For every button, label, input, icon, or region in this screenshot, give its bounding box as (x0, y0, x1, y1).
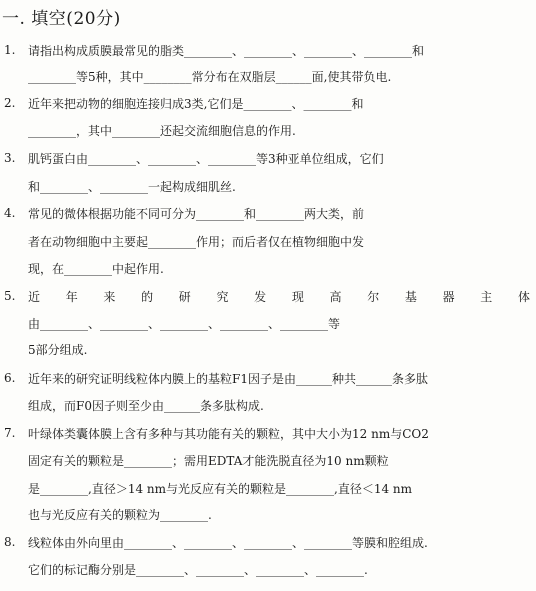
section-title: 一. 填空(20分) (2, 9, 121, 29)
question-number: 6. (4, 371, 16, 385)
question-text-line: ________等5种，其中________常分布在双脂层______面,使其带负电. (28, 70, 392, 84)
question-text-line: 它们的标记酶分别是________、________、________、________. (28, 563, 368, 577)
question-text-line: 也与光反应有关的颗粒为________. (28, 508, 212, 522)
question-text-line: 组成，而F0因子则至少由______条多肽构成. (28, 399, 264, 413)
question-number: 2. (4, 96, 16, 110)
question-text-line: ________，其中________还起交流细胞信息的作用. (28, 124, 296, 138)
question-text-line: 近 年 来 的 研 究 发 现 高 尔 基 器 主 体 (28, 290, 530, 304)
question-text-line: 近年来把动物的细胞连接归成3类,它们是________、________和 (28, 97, 364, 111)
question-text-line: 叶绿体类囊体膜上含有多种与其功能有关的颗粒，其中大小为12 nm与CO2 (28, 427, 429, 441)
question-text-line: 线粒体由外向里由________、________、________、________等膜和腔组成. (28, 536, 428, 550)
question-number: 3. (4, 151, 16, 165)
question-text-line: 和________、________一起构成细肌丝. (28, 180, 236, 194)
question-text-line: 固定有关的颗粒是________；需用EDTA才能洗脱直径为10 nm颗粒 (28, 454, 389, 468)
question-number: 7. (4, 426, 16, 440)
question-number: 8. (4, 535, 16, 549)
question-text-line: 由________、________、________、________、________等 (28, 317, 341, 331)
question-text-line: 请指出构成质膜最常见的脂类________、________、________、________和 (28, 44, 425, 58)
question-text-line: 近年来的研究证明线粒体内膜上的基粒F1因子是由______种共______条多肽 (28, 372, 428, 386)
question-number: 5. (4, 289, 16, 303)
question-text-line: 5部分组成. (28, 343, 88, 357)
question-number: 4. (4, 206, 16, 220)
question-text-line: 是________,直径＞14 nm与光反应有关的颗粒是________,直径＜14 nm (28, 482, 413, 496)
question-text-line: 者在动物细胞中主要起________作用；而后者仅在植物细胞中发 (28, 235, 365, 249)
question-number: 1. (4, 43, 16, 57)
question-text-line: 现，在________中起作用. (28, 262, 164, 276)
question-text-line: 肌钙蛋白由________、________、________等3种亚单位组成，它们 (28, 152, 384, 166)
question-text-line: 常见的微体根据功能不同可分为________和________两大类，前 (28, 207, 365, 221)
